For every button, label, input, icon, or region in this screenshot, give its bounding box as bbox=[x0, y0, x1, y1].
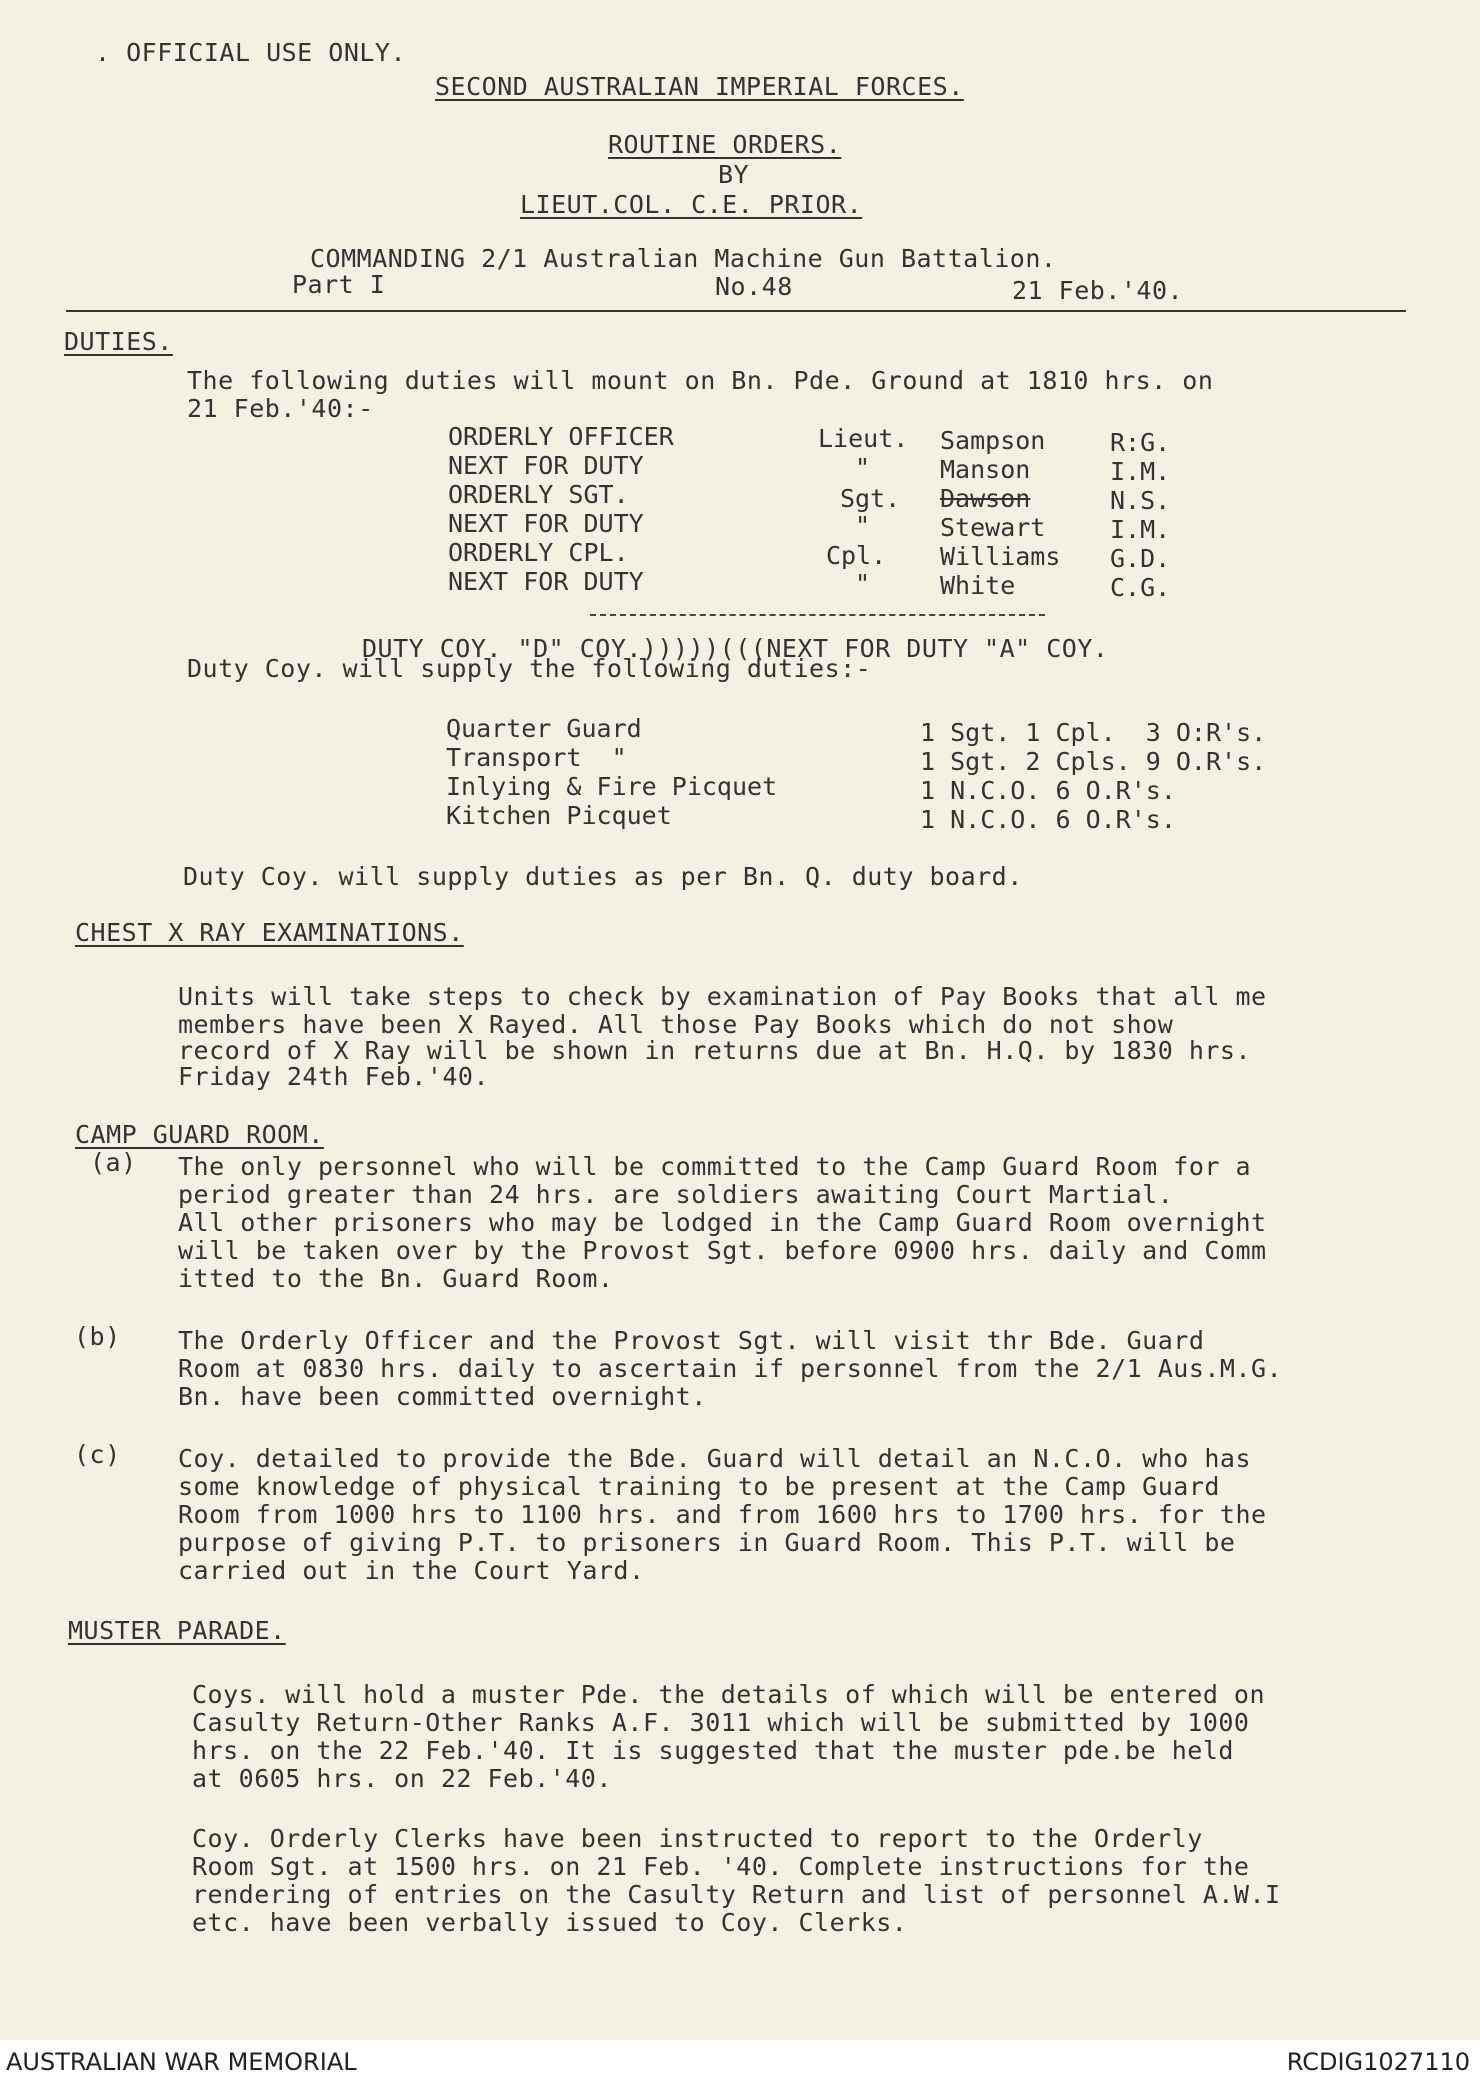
commanding-line: COMMANDING 2/1 Australian Machine Gun Battalion. bbox=[310, 244, 1057, 273]
archive-name: AUSTRALIAN WAR MEMORIAL bbox=[6, 2048, 357, 2076]
xray-heading: CHEST X RAY EXAMINATIONS. bbox=[75, 918, 464, 947]
item-line: Bn. have been committed overnight. bbox=[178, 1382, 707, 1411]
roster-name: Williams bbox=[940, 542, 1061, 571]
roster-rank: " bbox=[855, 511, 871, 540]
roster-rank: Sgt. bbox=[840, 484, 901, 513]
roster-name: Manson bbox=[940, 455, 1031, 484]
item-line: period greater than 24 hrs. are soldiers awaiting Court Martial. bbox=[178, 1180, 1174, 1209]
guard-detail: 1 Sgt. 2 Cpls. 9 O.R's. bbox=[920, 747, 1267, 776]
item-line: Room from 1000 hrs to 1100 hrs. and from 1600 hrs to 1700 hrs. for the bbox=[178, 1500, 1267, 1529]
muster-line: Coys. will hold a muster Pde. the details of which will be entered on bbox=[192, 1680, 1266, 1709]
item-line: Room at 0830 hrs. daily to ascertain if personnel from the 2/1 Aus.M.G. bbox=[178, 1354, 1283, 1383]
roster-rank: " bbox=[855, 569, 871, 598]
item-line: will be taken over by the Provost Sgt. before 0900 hrs. daily and Comm bbox=[178, 1236, 1267, 1265]
item-line: carried out in the Court Yard. bbox=[178, 1556, 645, 1585]
muster-line: Room Sgt. at 1500 hrs. on 21 Feb. '40. Complete instructions for the bbox=[192, 1852, 1250, 1881]
roster-unit: I.M. bbox=[1110, 515, 1171, 544]
guard-name: Inlying & Fire Picquet bbox=[446, 772, 778, 801]
dashed-divider bbox=[590, 614, 1045, 616]
item-line: The only personnel who will be committed to the Camp Guard Room for a bbox=[178, 1152, 1252, 1181]
muster-line: hrs. on the 22 Feb.'40. It is suggested that the muster pde.be held bbox=[192, 1736, 1234, 1765]
roster-role: ORDERLY CPL. bbox=[448, 538, 629, 567]
duty-board-line: Duty Coy. will supply duties as per Bn. Q. duty board. bbox=[183, 862, 1023, 891]
guard-detail: 1 N.C.O. 6 O.R's. bbox=[920, 776, 1176, 805]
duties-intro-line: 21 Feb.'40:- bbox=[187, 394, 374, 423]
guard-detail: 1 N.C.O. 6 O.R's. bbox=[920, 805, 1176, 834]
roster-unit: G.D. bbox=[1110, 544, 1171, 573]
muster-heading: MUSTER PARADE. bbox=[68, 1616, 286, 1645]
duties-intro-line: The following duties will mount on Bn. Pde. Ground at 1810 hrs. on bbox=[187, 366, 1214, 395]
official-use-label: . OFFICIAL USE ONLY. bbox=[95, 38, 407, 67]
xray-line: members have been X Rayed. All those Pay Books which do not show bbox=[178, 1010, 1174, 1039]
record-id: RCDIG1027110 bbox=[1286, 2048, 1470, 2076]
roster-unit: N.S. bbox=[1110, 486, 1171, 515]
order-number: No.48 bbox=[715, 272, 793, 301]
roster-rank: Lieut. bbox=[818, 424, 909, 453]
header-rule bbox=[66, 310, 1406, 312]
officer-name: LIEUT.COL. C.E. PRIOR. bbox=[520, 190, 863, 219]
item-line: purpose of giving P.T. to prisoners in Guard Room. This P.T. will be bbox=[178, 1528, 1236, 1557]
duty-coy-line: DUTY COY. "D" COY.)))))(((NEXT FOR DUTY "A" COY. bbox=[362, 634, 1109, 663]
item-line: itted to the Bn. Guard Room. bbox=[178, 1264, 614, 1293]
xray-line: Friday 24th Feb.'40. bbox=[178, 1062, 490, 1091]
roster-rank: " bbox=[855, 453, 871, 482]
routine-orders-title: ROUTINE ORDERS. bbox=[608, 130, 842, 159]
roster-unit: R:G. bbox=[1110, 428, 1171, 457]
muster-line: Casulty Return-Other Ranks A.F. 3011 which will be submitted by 1000 bbox=[192, 1708, 1250, 1737]
roster-role: NEXT FOR DUTY bbox=[448, 567, 644, 596]
roster-name: White bbox=[940, 571, 1016, 600]
xray-line: record of X Ray will be shown in returns due at Bn. H.Q. by 1830 hrs. bbox=[178, 1036, 1252, 1065]
muster-line: at 0605 hrs. on 22 Feb.'40. bbox=[192, 1764, 612, 1793]
item-line: some knowledge of physical training to be present at the Camp Guard bbox=[178, 1472, 1220, 1501]
duties-heading: DUTIES. bbox=[64, 327, 173, 356]
roster-unit: C.G. bbox=[1110, 573, 1171, 602]
roster-rank: Cpl. bbox=[826, 541, 887, 570]
guard-name: Quarter Guard bbox=[446, 714, 642, 743]
item-line: The Orderly Officer and the Provost Sgt. will visit thr Bde. Guard bbox=[178, 1326, 1205, 1355]
xray-line: Units will take steps to check by examination of Pay Books that all me bbox=[178, 982, 1267, 1011]
archive-footer bbox=[0, 2040, 1480, 2082]
roster-name: Sampson bbox=[940, 426, 1046, 455]
roster-unit: I.M. bbox=[1110, 457, 1171, 486]
part-label: Part I bbox=[292, 270, 386, 299]
roster-role: NEXT FOR DUTY bbox=[448, 451, 644, 480]
item-label: (b) bbox=[74, 1322, 121, 1351]
by-label: BY bbox=[718, 160, 750, 189]
force-title: SECOND AUSTRALIAN IMPERIAL FORCES. bbox=[435, 72, 964, 101]
guard-name: Kitchen Picquet bbox=[446, 801, 672, 830]
roster-name: Stewart bbox=[940, 513, 1046, 542]
guard-detail: 1 Sgt. 1 Cpl. 3 O:R's. bbox=[920, 718, 1267, 747]
guard-room-heading: CAMP GUARD ROOM. bbox=[75, 1120, 324, 1149]
guard-name: Transport " bbox=[446, 743, 627, 772]
item-label: (c) bbox=[74, 1440, 121, 1469]
roster-role: NEXT FOR DUTY bbox=[448, 509, 644, 538]
roster-role: ORDERLY OFFICER bbox=[448, 422, 674, 451]
muster-line: rendering of entries on the Casulty Return and list of personnel A.W.I bbox=[192, 1880, 1281, 1909]
roster-role: ORDERLY SGT. bbox=[448, 480, 629, 509]
roster-name: Dawson bbox=[940, 484, 1031, 513]
supply-duties-line: Duty Coy. will supply the following duties:- bbox=[187, 654, 872, 683]
order-date: 21 Feb.'40. bbox=[1012, 276, 1184, 305]
item-label: (a) bbox=[90, 1148, 137, 1177]
item-line: Coy. detailed to provide the Bde. Guard will detail an N.C.O. who has bbox=[178, 1444, 1252, 1473]
item-line: All other prisoners who may be lodged in the Camp Guard Room overnight bbox=[178, 1208, 1267, 1237]
muster-line: Coy. Orderly Clerks have been instructed to report to the Orderly bbox=[192, 1824, 1203, 1853]
muster-line: etc. have been verbally issued to Coy. Clerks. bbox=[192, 1908, 908, 1937]
